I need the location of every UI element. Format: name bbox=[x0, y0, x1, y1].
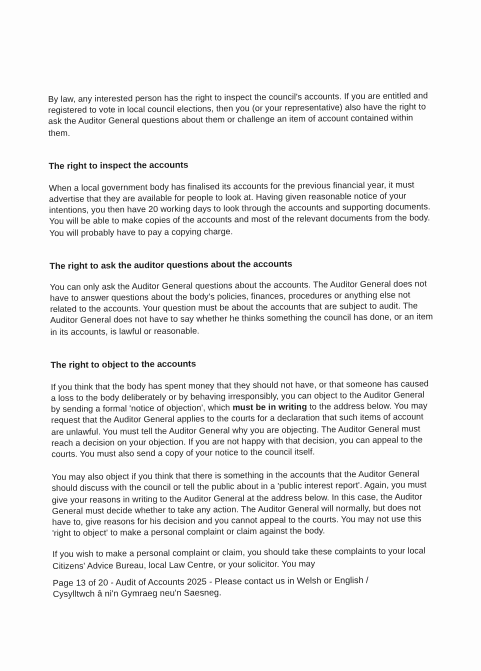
inspect-paragraph: When a local government body has finalised its accounts for the previous financial year, it must advertise that they are available for people to look at. Having given reasonable notice of your intentions, you then have 20 working days to look through the accounts and supporting documents. You will be able to make copies of the accounts and most of the relevant documents from the body. You will probably have to pay a copying charge. bbox=[48, 179, 431, 238]
object-paragraph-1 bbox=[51, 378, 435, 460]
complaint-paragraph: If you wish to make a personal complaint or claim, you should take these complaints to your local Citizens' Advice Bureau, local Law Centre, or your solicitor. You may bbox=[52, 545, 426, 571]
object-paragraph-2: You may also object if you think that there is something in the accounts that the Auditor General should discuss with the council or tell the public about in a 'public interest report'. Again, you must give your reasons in writing to the Auditor General at the address below. In this case, the Auditor General must decide whether to take any action. The Auditor General will normally, but does not have to, give reasons for his decision and you cannot appeal to the courts. You may not use this 'right to object' to make a personal complaint or claim against the body. bbox=[51, 468, 427, 539]
footer-line-1: Page 13 of 20 - Audit of Accounts 2025 - Please contact us in Welsh or English / bbox=[52, 574, 369, 588]
object-text-before: If you think that the body has spent money that they should not have, or that someone has caused a loss to the body deliberately or by behaving irresponsibly, you can object to the Auditor General by sending a formal 'notice of objection', which bbox=[50, 378, 429, 415]
page-footer bbox=[53, 574, 436, 600]
heading-right-to-object: The right to object to the accounts bbox=[50, 358, 197, 370]
object-text-after: to the address below. You may request that the Auditor General applies to the courts for a declaration that such items of account are unlawful. You must tell the Auditor General why you are objecting. The Auditor General must reach a decision on your objection. If you are not happy with that decision, you can appeal to the courts. You must also send a copy of your notice to the council itself. bbox=[51, 400, 428, 460]
page-content bbox=[48, 90, 436, 600]
footer-line-2: Cysylltwch â ni'n Gymraeg neu'n Saesneg. bbox=[52, 587, 222, 600]
heading-right-to-inspect: The right to inspect the accounts bbox=[48, 159, 189, 171]
ask-paragraph: You can only ask the Auditor General questions about the accounts. The Auditor General does not have to answer questions about the body's policies, finances, procedures or anything else not related to the accounts. Your question must be about the accounts that are subject to audit. The Auditor General does not have to say whether he thinks something the council has done, or an item in its accounts, is lawful or reasonable. bbox=[49, 278, 433, 337]
object-text-emphasis: must be in writing bbox=[232, 401, 308, 413]
heading-right-to-ask: The right to ask the auditor questions about the accounts bbox=[49, 258, 293, 271]
intro-paragraph: By law, any interested person has the right to inspect the council's accounts. If you are entitled and registered to vote in local council elections, then you (or your representative) also have the right to ask the Auditor General questions about them or challenge an item of account contained within them. bbox=[48, 90, 428, 138]
